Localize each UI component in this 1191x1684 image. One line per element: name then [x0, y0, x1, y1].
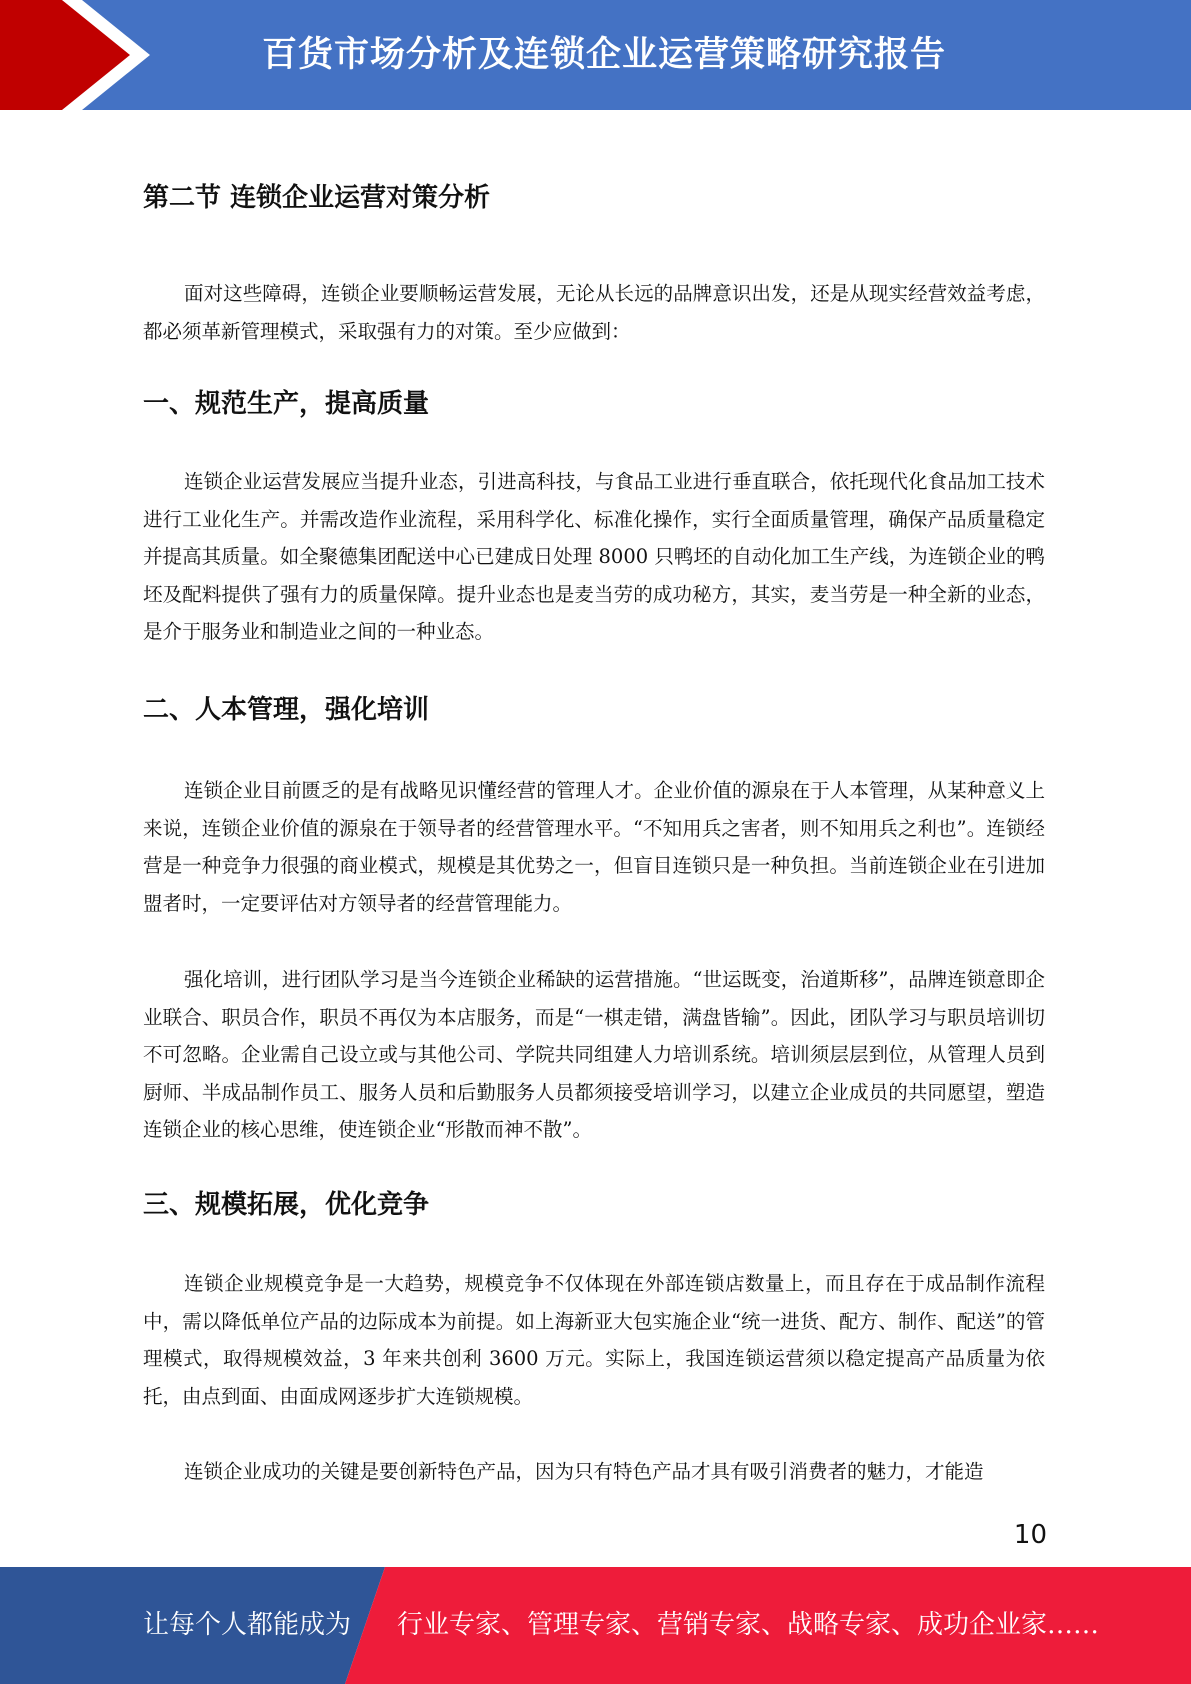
paragraph-3-2: 连锁企业成功的关键是要创新特色产品，因为只有特色产品才具有吸引消费者的魅力，才能造 [184, 1460, 984, 1483]
intro-paragraph: 面对这些障碍，连锁企业要顺畅运营发展，无论从长远的品牌意识出发，还是从现实经营效益考虑，都必须革新管理模式，采取强有力的对策。至少应做到： [143, 282, 1045, 343]
heading-1: 一、规范生产，提高质量 [143, 389, 430, 419]
page-header [0, 0, 1191, 110]
heading-2: 二、人本管理，强化培训 [143, 695, 430, 725]
paragraph-2-1: 连锁企业目前匮乏的是有战略见识懂经营的管理人才。企业价值的源泉在于人本管理，从某种意义上来说，连锁企业价值的源泉在于领导者的经营管理水平。“不知用兵之害者，则不知用兵之利也”。连锁经营是一种竞争力很强的商业模式，规模是其优势之一，但盲目连锁只是一种负担。当前连锁企业在引进加盟者时，一定要评估对方领导者的经营管理能力。 [143, 779, 1045, 915]
paragraph-1-1: 连锁企业运营发展应当提升业态，引进高科技，与食品工业进行垂直联合，依托现代化食品加工技术进行工业化生产。并需改造作业流程，采用科学化、标准化操作，实行全面质量管理，确保产品质量稳定并提高其质量。如全聚德集团配送中心已建成日处理 8000 只鸭坯的自动化加工生产线，为连锁企业的鸭坯及配料提供了强有力的质量保障。提升业态也是麦当劳的成功秘方，其实，麦当劳是一种全新的业态，是介于服务业和制造业之间的一种业态。 [143, 470, 1045, 644]
footer-slogan-right: 行业专家、管理专家、营销专家、战略专家、成功企业家…… [397, 1610, 1100, 1640]
page-number: 10 [1013, 1520, 1047, 1550]
footer-slogan-left: 让每个人都能成为 [143, 1610, 352, 1640]
paragraph-3-1: 连锁企业规模竞争是一大趋势，规模竞争不仅体现在外部连锁店数量上，而且存在于成品制作流程中，需以降低单位产品的边际成本为前提。如上海新亚大包实施企业“统一进货、配方、制作、配送”的管理模式，取得规模效益，3 年来共创利 3600 万元。实际上，我国连锁运营须以稳定提高产品质量为依托，由点到面、由面成网逐步扩大连锁规模。 [143, 1272, 1045, 1408]
paragraph-2-2: 强化培训，进行团队学习是当今连锁企业稀缺的运营措施。“世运既变，治道斯移”，品牌连锁意即企业联合、职员合作，职员不再仅为本店服务，而是“一棋走错，满盘皆输”。因此，团队学习与职员培训切不可忽略。企业需自己设立或与其他公司、学院共同组建人力培训系统。培训须层层到位，从管理人员到厨师、半成品制作员工、服务人员和后勤服务人员都须接受培训学习，以建立企业成员的共同愿望，塑造连锁企业的核心思维，使连锁企业“形散而神不散”。 [143, 968, 1045, 1142]
red-chevron-shape [0, 0, 145, 110]
report-title: 百货市场分析及连锁企业运营策略研究报告 [262, 35, 947, 75]
heading-3: 三、规模拓展，优化竞争 [143, 1190, 430, 1220]
page-footer [0, 1567, 1191, 1684]
section-title: 第二节 连锁企业运营对策分析 [143, 183, 491, 213]
